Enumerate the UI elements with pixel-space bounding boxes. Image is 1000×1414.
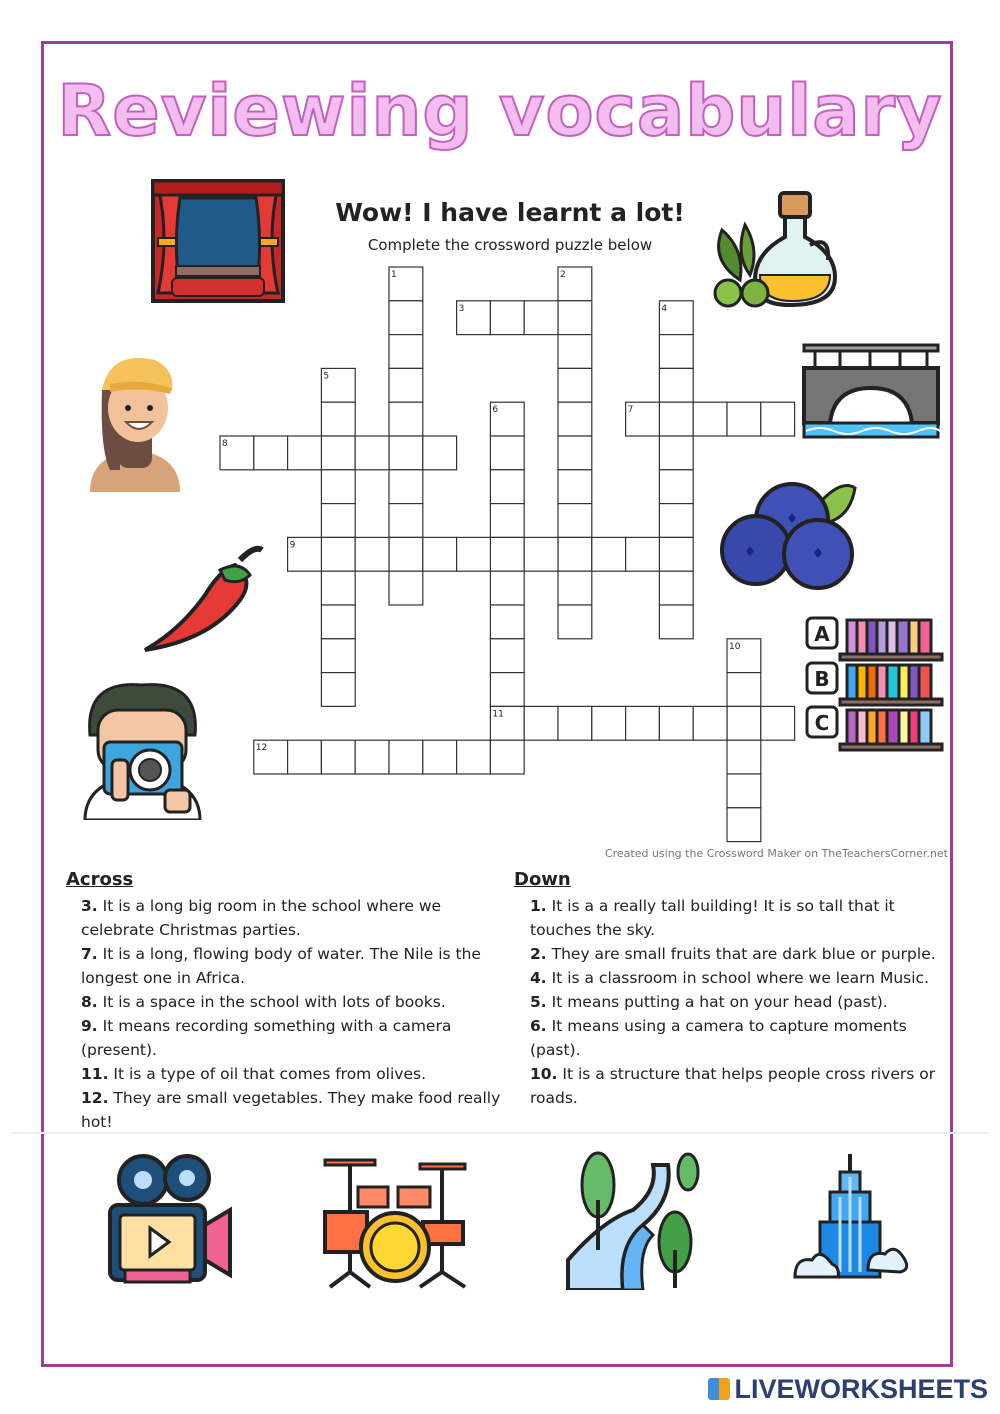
- crossword-cell[interactable]: [254, 436, 288, 470]
- crossword-cell[interactable]: [389, 436, 423, 470]
- crossword-cell[interactable]: [558, 571, 592, 605]
- crossword-cell[interactable]: [727, 673, 761, 707]
- crossword-cell[interactable]: [490, 436, 524, 470]
- drum-kit-icon: [320, 1152, 470, 1292]
- crossword-cell[interactable]: [727, 774, 761, 808]
- crossword-cell[interactable]: [321, 571, 355, 605]
- crossword-clue-number: 5: [323, 371, 330, 382]
- crossword-cell[interactable]: [389, 571, 423, 605]
- crossword-cell[interactable]: [659, 470, 693, 504]
- across-clue-9: 9. It means recording something with a camera (present).: [81, 1017, 452, 1059]
- crossword-cell[interactable]: [389, 504, 423, 538]
- crossword-cell[interactable]: [220, 436, 254, 470]
- crossword-cell[interactable]: [355, 740, 389, 774]
- crossword-cell[interactable]: [693, 706, 727, 740]
- divider: [12, 1132, 988, 1134]
- crossword-cell[interactable]: [423, 436, 457, 470]
- crossword-cell[interactable]: [490, 537, 524, 571]
- crossword-clue-number: 2: [560, 270, 566, 280]
- crossword-cell[interactable]: [659, 368, 693, 402]
- crossword-cell[interactable]: [389, 537, 423, 571]
- crossword-cell[interactable]: [761, 402, 795, 436]
- library-bookshelf-icon: [802, 615, 947, 755]
- crossword-cell[interactable]: [626, 402, 660, 436]
- down-clue-6: 6. It means using a camera to capture moments (past).: [530, 1017, 907, 1059]
- crossword-cell[interactable]: [389, 301, 423, 335]
- chili-pepper-icon: [140, 540, 270, 655]
- crossword-cell[interactable]: [524, 537, 558, 571]
- across-clue-8: 8. It is a space in the school with lots of books.: [81, 993, 446, 1011]
- crossword-cell[interactable]: [727, 808, 761, 842]
- crossword-cell[interactable]: [558, 267, 592, 301]
- crossword-clue-number: 7: [627, 405, 634, 416]
- crossword-cell[interactable]: [558, 402, 592, 436]
- crossword-cell[interactable]: [457, 301, 491, 335]
- river-icon: [563, 1150, 703, 1290]
- down-clues: [514, 868, 954, 1110]
- person-with-cap-icon: [80, 350, 190, 492]
- crossword-cell[interactable]: [490, 605, 524, 639]
- down-clue-2: 2. They are small fruits that are dark blue or purple.: [530, 945, 936, 963]
- crossword-cell[interactable]: [389, 368, 423, 402]
- crossword-cell[interactable]: [626, 537, 660, 571]
- crossword-cell[interactable]: [693, 402, 727, 436]
- crossword-cell[interactable]: [558, 605, 592, 639]
- liveworksheets-logo: LIVEWORKSHEETS: [708, 1374, 988, 1405]
- crossword-cell[interactable]: [321, 740, 355, 774]
- crossword-cell[interactable]: [490, 639, 524, 673]
- crossword-cell[interactable]: [288, 436, 322, 470]
- crossword-cell[interactable]: [659, 605, 693, 639]
- down-clue-5: 5. It means putting a hat on your head (past).: [530, 993, 888, 1011]
- crossword-cell[interactable]: [321, 605, 355, 639]
- crossword-instructions: Complete the crossword puzzle below: [367, 236, 653, 254]
- crossword-cell[interactable]: [490, 706, 524, 740]
- down-heading: Down: [514, 869, 571, 890]
- photographer-icon: [70, 680, 215, 820]
- crossword-subtitle: Wow! I have learnt a lot!: [335, 198, 685, 227]
- crossword-cell[interactable]: [321, 673, 355, 707]
- crossword-cell[interactable]: [389, 470, 423, 504]
- crossword-cell[interactable]: [558, 335, 592, 369]
- svg-text:A: A: [814, 622, 830, 646]
- across-heading: Across: [66, 869, 134, 890]
- theater-stage-icon: [150, 178, 286, 304]
- crossword-cell[interactable]: [490, 402, 524, 436]
- crossword-cell[interactable]: [490, 470, 524, 504]
- crossword-cell[interactable]: [490, 673, 524, 707]
- crossword-cell[interactable]: [558, 504, 592, 538]
- crossword-clue-number: 12: [255, 743, 268, 754]
- crossword-cell[interactable]: [558, 436, 592, 470]
- crossword-cell[interactable]: [659, 402, 693, 436]
- crossword-cell[interactable]: [659, 504, 693, 538]
- crossword-cell[interactable]: [727, 639, 761, 673]
- crossword-clue-number: 1: [391, 270, 397, 280]
- down-clue-10: 10. It is a structure that helps people cross rivers or roads.: [530, 1065, 936, 1107]
- crossword-cell[interactable]: [727, 706, 761, 740]
- crossword-cell[interactable]: [288, 537, 322, 571]
- crossword-cell[interactable]: [490, 504, 524, 538]
- crossword-cell[interactable]: [558, 470, 592, 504]
- crossword-cell[interactable]: [524, 301, 558, 335]
- across-clues: [66, 868, 506, 1134]
- crossword-cell[interactable]: [423, 740, 457, 774]
- across-clue-12: 12. They are small vegetables. They make food really hot!: [81, 1089, 501, 1131]
- bridge-icon: [800, 343, 942, 441]
- crossword-cell[interactable]: [558, 706, 592, 740]
- crossword-cell[interactable]: [626, 706, 660, 740]
- olive-oil-icon: [700, 175, 842, 310]
- crossword-cell[interactable]: [659, 335, 693, 369]
- crossword-cell[interactable]: [321, 470, 355, 504]
- crossword-cell[interactable]: [389, 402, 423, 436]
- crossword-cell[interactable]: [490, 571, 524, 605]
- blueberries-icon: [720, 478, 860, 593]
- across-clue-11: 11. It is a type of oil that comes from olives.: [81, 1065, 427, 1083]
- crossword-cell[interactable]: [321, 639, 355, 673]
- crossword-cell[interactable]: [761, 706, 795, 740]
- crossword-cell[interactable]: [389, 267, 423, 301]
- crossword-cell[interactable]: [659, 301, 693, 335]
- crossword-clue-number: 10: [729, 641, 741, 652]
- crossword-cell[interactable]: [321, 436, 355, 470]
- crossword-cell[interactable]: [254, 740, 288, 774]
- crossword-clue-number: 11: [492, 709, 504, 720]
- crossword-cell[interactable]: [490, 740, 524, 774]
- crossword-cell[interactable]: [659, 571, 693, 605]
- crossword-cell[interactable]: [321, 537, 355, 571]
- crossword-cell[interactable]: [659, 436, 693, 470]
- crossword-cell[interactable]: [524, 706, 558, 740]
- crossword-cell[interactable]: [423, 537, 457, 571]
- liveworksheets-mark-icon: [708, 1378, 730, 1400]
- svg-text:C: C: [814, 711, 830, 735]
- crossword-clue-number: 6: [492, 405, 499, 416]
- crossword-cell[interactable]: [321, 402, 355, 436]
- svg-text:B: B: [814, 667, 830, 691]
- crossword-clue-number: 3: [458, 303, 465, 314]
- crossword-cell[interactable]: [558, 537, 592, 571]
- crossword-cell[interactable]: [727, 740, 761, 774]
- down-clue-4: 4. It is a classroom in school where we learn Music.: [530, 969, 930, 987]
- crossword-cell[interactable]: [727, 402, 761, 436]
- crossword-clue-number: 8: [222, 439, 228, 449]
- video-camera-icon: [105, 1150, 235, 1285]
- crossword-clue-number: 4: [661, 303, 668, 314]
- crossword-cell[interactable]: [457, 537, 491, 571]
- crossword-credit: Created using the Crossword Maker on TheTeachersCorner.net: [604, 847, 948, 860]
- crossword-cell[interactable]: [457, 740, 491, 774]
- crossword-cell[interactable]: [659, 706, 693, 740]
- crossword-cell[interactable]: [355, 436, 389, 470]
- crossword-cell[interactable]: [558, 301, 592, 335]
- crossword-cell[interactable]: [288, 740, 322, 774]
- crossword-cell[interactable]: [558, 368, 592, 402]
- crossword-cell[interactable]: [355, 537, 389, 571]
- crossword-clue-number: 9: [289, 540, 296, 551]
- skyscraper-icon: [790, 1152, 910, 1287]
- crossword-cell[interactable]: [592, 537, 626, 571]
- crossword-cell[interactable]: [389, 740, 423, 774]
- page-title: Reviewing vocabulary: [57, 70, 943, 152]
- crossword-cell[interactable]: [659, 537, 693, 571]
- crossword-cell[interactable]: [592, 706, 626, 740]
- across-clue-3: 3. It is a long big room in the school where we celebrate Christmas parties.: [81, 897, 442, 939]
- crossword-cell[interactable]: [490, 301, 524, 335]
- down-clue-1: 1. It is a a really tall building! It is so tall that it touches the sky.: [530, 897, 895, 939]
- crossword-cell[interactable]: [321, 368, 355, 402]
- crossword-cell[interactable]: [389, 335, 423, 369]
- crossword-cell[interactable]: [321, 504, 355, 538]
- across-clue-7: 7. It is a long, flowing body of water. The Nile is the longest one in Africa.: [81, 945, 481, 987]
